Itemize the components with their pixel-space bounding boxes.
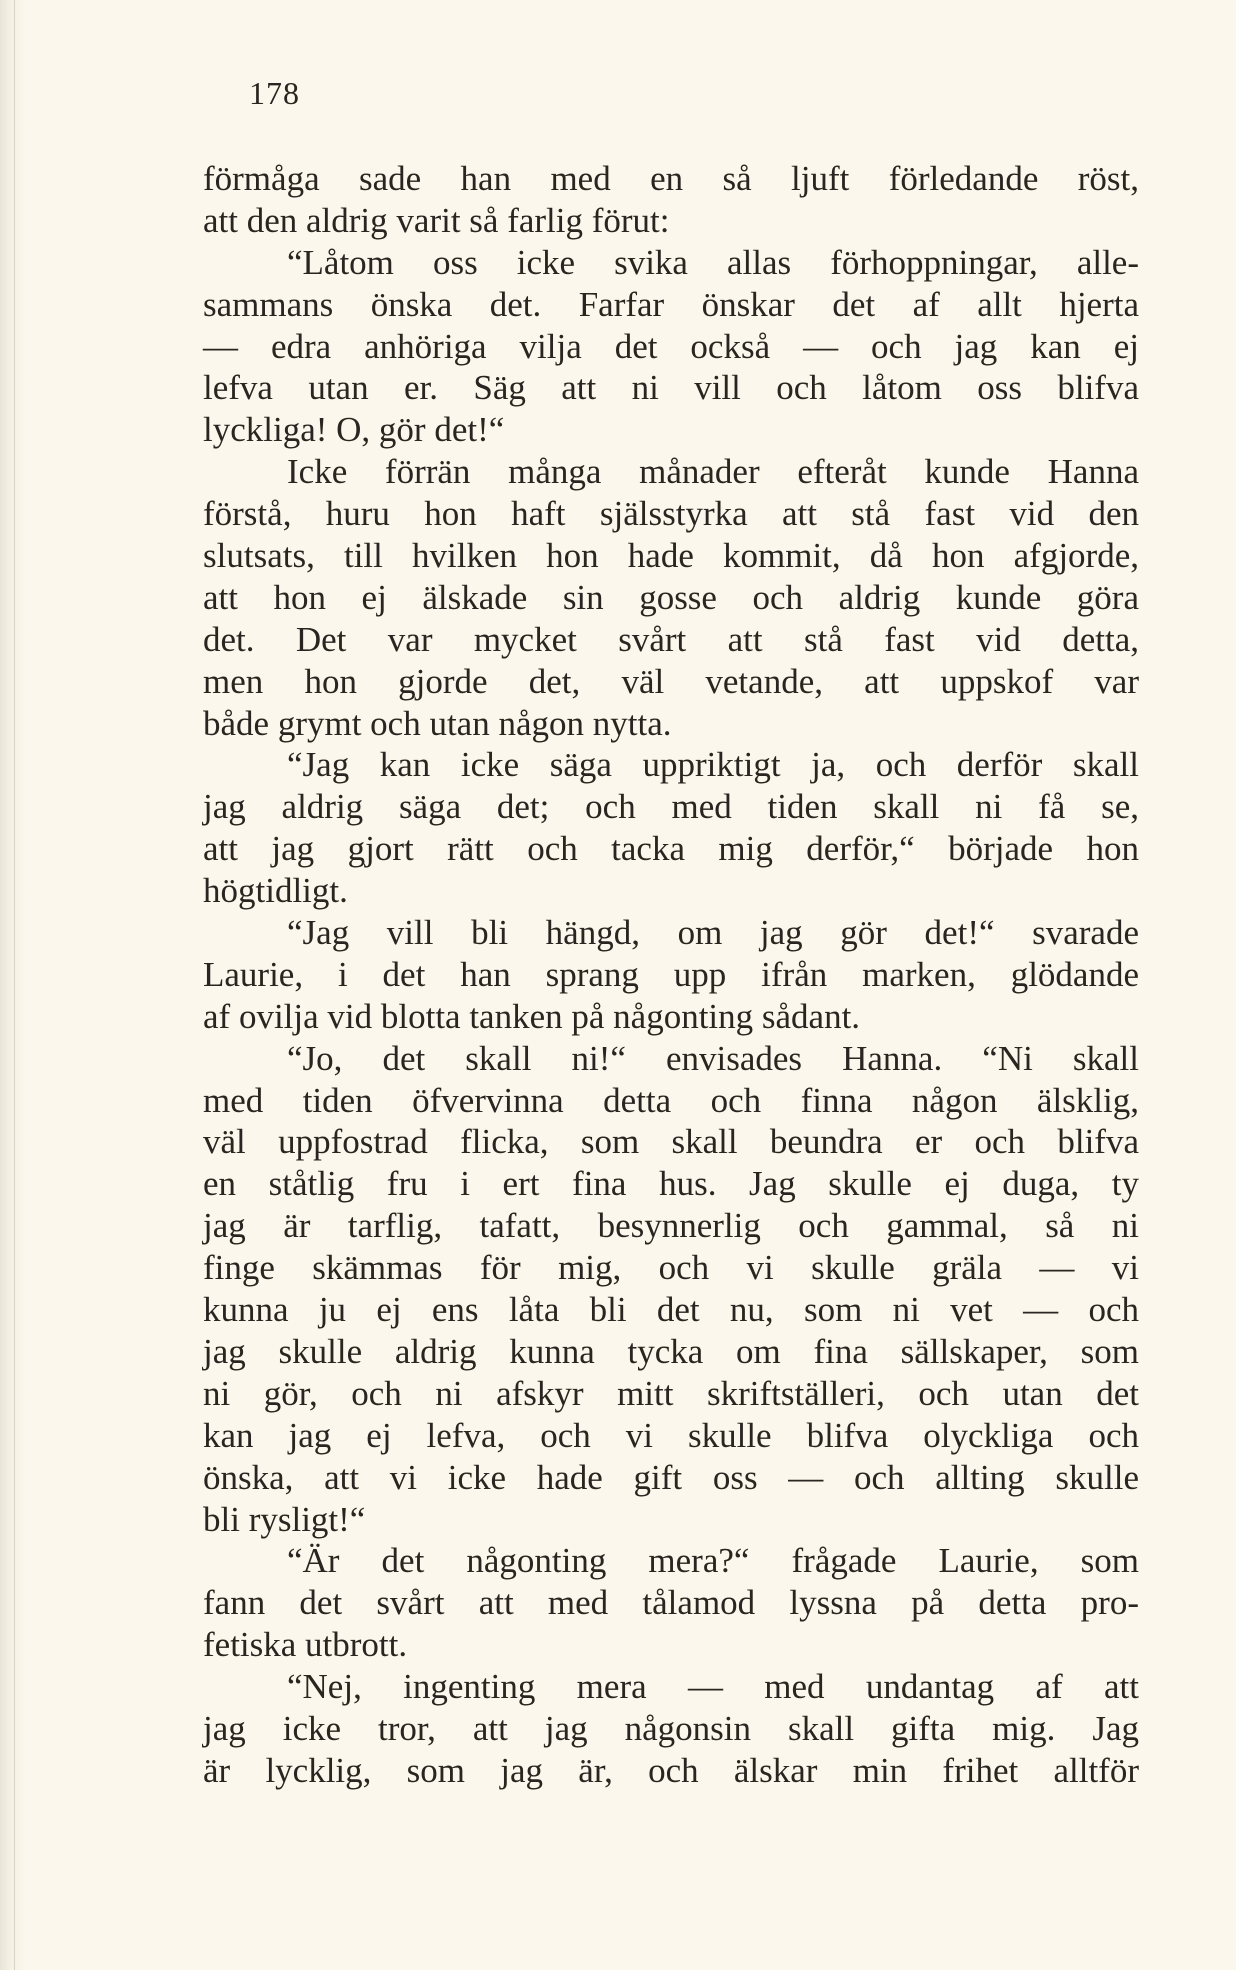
text-line: lefva utan er. Säg att ni vill och låtom oss blifva — [203, 368, 1139, 408]
text-line: det. Det var mycket svårt att stå fast vid detta, — [203, 619, 1139, 659]
text-line: “Jag vill bli hängd, om jag gör det!“ svarade — [287, 913, 1139, 953]
text-line: att den aldrig varit så farlig förut: — [203, 200, 670, 240]
text-line: “Jag kan icke säga uppriktigt ja, och derför skall — [287, 745, 1139, 785]
text-line: Icke förrän många månader efteråt kunde Hanna — [287, 452, 1139, 492]
text-line: — edra anhöriga vilja det också — och jag kan ej — [203, 326, 1139, 366]
text-line: men hon gjorde det, väl vetande, att uppskof var — [203, 661, 1139, 701]
text-line: förmåga sade han med en så ljuft förledande röst, — [203, 159, 1139, 198]
page-number: 178 — [249, 75, 300, 111]
text-line: är lycklig, som jag är, och älskar min frihet alltför — [203, 1750, 1139, 1790]
text-line: med tiden öfvervinna detta och finna någon älsklig, — [203, 1080, 1139, 1120]
text-line: jag är tarflig, tafatt, besynnerlig och gammal, så ni — [203, 1206, 1139, 1246]
text-line: jag aldrig säga det; och med tiden skall ni få se, — [203, 787, 1139, 827]
text-line: Laurie, i det han sprang upp ifrån marken, glödande — [203, 954, 1139, 994]
text-line: högtidligt. — [203, 871, 348, 911]
text-line: finge skämmas för mig, och vi skulle gräla — vi — [203, 1248, 1139, 1288]
text-line: önska, att vi icke hade gift oss — och allting skulle — [203, 1457, 1139, 1497]
text-line: “Är det någonting mera?“ frågade Laurie, som — [287, 1541, 1139, 1581]
text-line: både grymt och utan någon nytta. — [203, 703, 672, 743]
text-line: af ovilja vid blotta tanken på någonting sådant. — [203, 996, 861, 1036]
text-line: sammans önska det. Farfar önskar det af allt hjerta — [203, 284, 1139, 324]
text-line: “Låtom oss icke svika allas förhoppningar, alle- — [287, 242, 1139, 282]
text-line: ni gör, och ni afskyr mitt skriftställeri, och utan det — [203, 1373, 1139, 1413]
body-text — [203, 158, 1139, 1792]
text-line: lyckliga! O, gör det!“ — [203, 410, 505, 450]
text-line: förstå, huru hon haft själsstyrka att stå fast vid den — [203, 494, 1139, 534]
text-line: “Nej, ingenting mera — med undantag af att — [287, 1667, 1139, 1707]
page-binding-line — [14, 0, 15, 1970]
text-line: kan jag ej lefva, och vi skulle blifva olyckliga och — [203, 1415, 1139, 1455]
text-line: jag skulle aldrig kunna tycka om fina sällskaper, som — [203, 1331, 1139, 1371]
text-line: väl uppfostrad flicka, som skall beundra er och blifva — [203, 1122, 1139, 1162]
text-line: fann det svårt att med tålamod lyssna på detta pro- — [203, 1583, 1139, 1623]
text-line: kunna ju ej ens låta bli det nu, som ni vet — och — [203, 1290, 1139, 1330]
text-line: bli rysligt!“ — [203, 1499, 366, 1539]
text-line: jag icke tror, att jag någonsin skall gifta mig. Jag — [203, 1708, 1139, 1748]
text-line: fetiska utbrott. — [203, 1625, 408, 1665]
text-line: att hon ej älskade sin gosse och aldrig kunde göra — [203, 577, 1139, 617]
text-line: att jag gjort rätt och tacka mig derför,“ började hon — [203, 829, 1139, 869]
text-line: “Jo, det skall ni!“ envisades Hanna. “Ni skall — [287, 1038, 1139, 1078]
text-line: en ståtlig fru i ert fina hus. Jag skulle ej duga, ty — [203, 1164, 1139, 1204]
page-binding-edge — [0, 0, 26, 1970]
text-line: slutsats, till hvilken hon hade kommit, då hon afgjorde, — [203, 536, 1139, 576]
